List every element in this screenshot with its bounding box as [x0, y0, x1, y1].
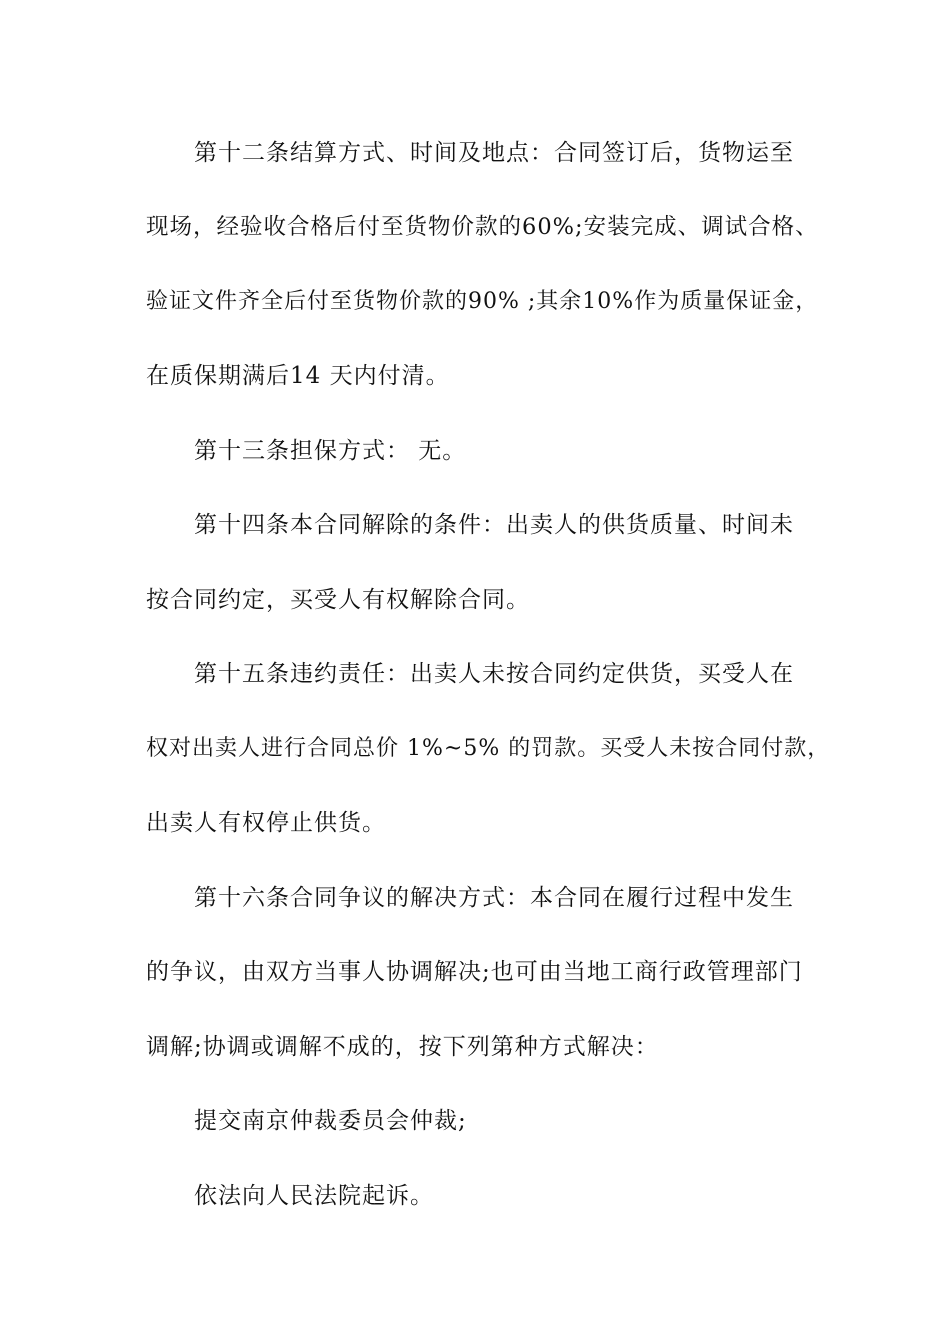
clause-16-line-1: 第十六条合同争议的解决方式：本合同在履行过程中发生 — [194, 885, 794, 911]
clause-14-line-1: 第十四条本合同解除的条件：出卖人的供货质量、时间未 — [194, 512, 794, 538]
clause-12-line-3: 验证文件齐全后付至货物价款的90% ;其余10%作为质量保证金， — [146, 289, 819, 314]
clause-12-line-1: 第十二条结算方式、时间及地点：合同签订后，货物运至 — [194, 140, 794, 166]
clause-15-line-2: 权对出卖人进行合同总价 1%~5% 的罚款。买受人未按合同付款， — [146, 736, 831, 761]
option-litigation: 依法向人民法院起诉。 — [194, 1183, 434, 1209]
option-arbitration: 提交南京仲裁委员会仲裁; — [194, 1108, 467, 1134]
clause-12-line-2: 现场，经验收合格后付至货物价款的60%;安装完成、调试合格、 — [146, 214, 819, 240]
clause-12-line-4: 在质保期满后14 天内付清。 — [146, 363, 450, 389]
clause-15-line-3: 出卖人有权停止供货。 — [146, 810, 386, 836]
clause-15-line-1: 第十五条违约责任：出卖人未按合同约定供货，买受人在 — [194, 661, 794, 687]
clause-16-line-2: 的争议，由双方当事人协调解决;也可由当地工商行政管理部门 — [146, 959, 803, 985]
clause-13-line-1: 第十三条担保方式： 无。 — [194, 438, 467, 464]
clause-14-line-2: 按合同约定，买受人有权解除合同。 — [146, 587, 530, 613]
clause-16-line-3: 调解;协调或调解不成的，按下列第种方式解决： — [146, 1034, 659, 1060]
